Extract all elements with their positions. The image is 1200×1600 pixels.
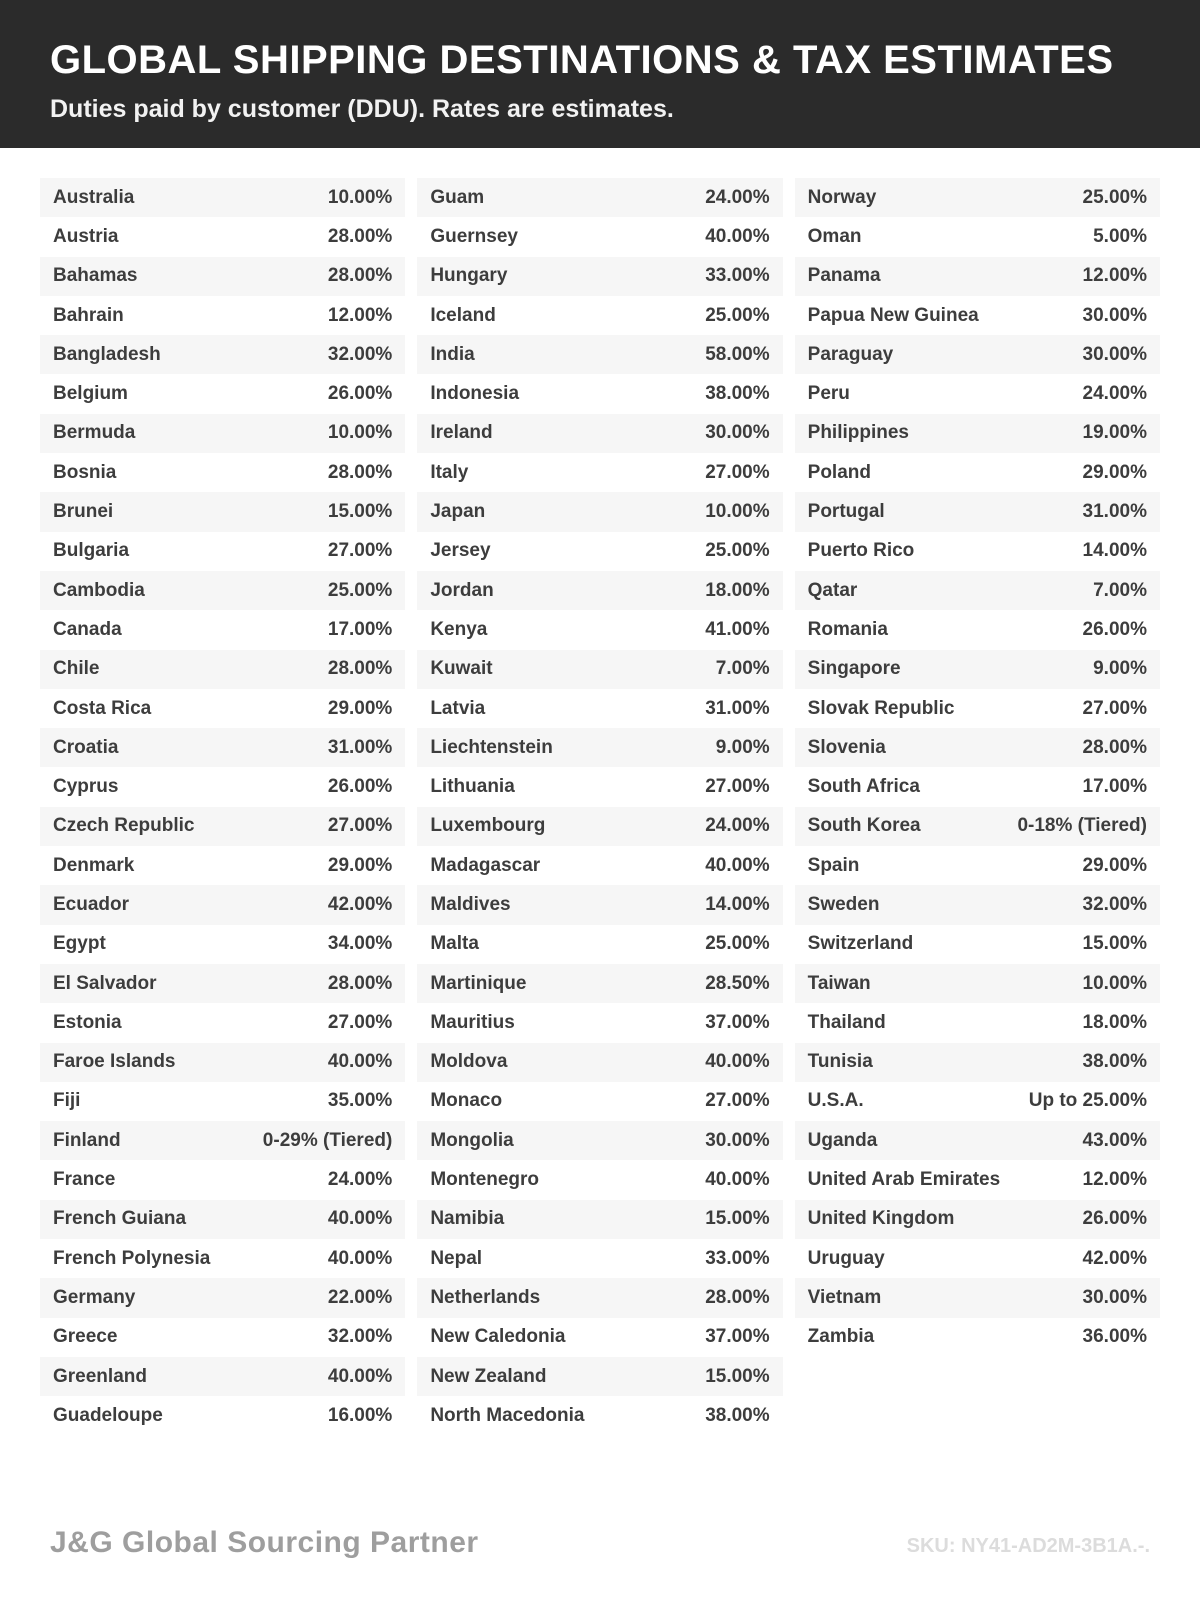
tax-rate: 18.00% [705,579,770,601]
table-row [40,453,405,492]
table-row [40,1357,405,1396]
table-row [417,650,782,689]
table-row [417,296,782,335]
tax-rate: 28.00% [1082,736,1147,758]
country-name: Denmark [53,854,135,876]
country-name: Finland [53,1129,121,1151]
tax-rate: 9.00% [715,736,770,758]
table-row [40,414,405,453]
country-name: Faroe Islands [53,1051,176,1073]
tax-rate: 28.00% [327,225,393,247]
table-row [417,925,782,964]
country-name: Bulgaria [53,540,130,562]
tax-rate: 26.00% [1082,618,1147,640]
country-name: Moldova [430,1051,508,1073]
country-name: Bermuda [53,422,136,444]
country-name: Monaco [430,1090,503,1112]
country-name: Thailand [807,1011,886,1033]
country-name: Cambodia [53,579,145,601]
tax-rate: 0-29% (Tiered) [262,1129,393,1151]
country-name: Zambia [807,1326,875,1348]
table-row [40,374,405,413]
country-name: Panama [807,265,881,287]
country-name: Mongolia [430,1129,514,1151]
table-row [40,532,405,571]
table-row [40,964,405,1003]
table-row [40,335,405,374]
table-row [795,296,1160,335]
country-name: Sweden [807,893,880,915]
tax-rate: 40.00% [327,1208,393,1230]
tax-rate: 27.00% [705,776,770,798]
tax-rate: 31.00% [327,736,393,758]
table-row [795,1239,1160,1278]
tax-rate: 27.00% [327,540,393,562]
country-name: Ireland [430,422,493,444]
tax-rate: 40.00% [705,1169,770,1191]
tax-rate: 24.00% [705,815,770,837]
table-row [417,1121,782,1160]
tax-rate: 58.00% [705,343,770,365]
tax-rate: 18.00% [1082,1011,1147,1033]
table-row [40,1121,405,1160]
table-row [40,571,405,610]
tax-rate: 25.00% [705,304,770,326]
country-name: French Polynesia [53,1247,211,1269]
country-name: Bahamas [53,265,138,287]
table-row [795,453,1160,492]
country-name: U.S.A. [807,1090,864,1112]
country-name: United Kingdom [807,1208,955,1230]
country-name: Oman [807,225,862,247]
tax-rate: 22.00% [327,1286,393,1308]
table-row [417,453,782,492]
country-name: Canada [53,618,122,640]
table-row [40,1278,405,1317]
table-row [40,846,405,885]
tax-rate: 10.00% [327,422,393,444]
brand-name: J&G Global Sourcing Partner [50,1526,479,1559]
tax-rate: 12.00% [1082,265,1147,287]
tax-rate: 40.00% [705,225,770,247]
table-row [417,1200,782,1239]
tax-rate: 0-18% (Tiered) [1017,815,1147,837]
table-row [795,414,1160,453]
country-name: Papua New Guinea [807,304,979,326]
tax-rate: 25.00% [705,540,770,562]
country-name: Romania [807,618,888,640]
table-row [40,257,405,296]
country-name: South Africa [807,776,920,798]
country-name: Guam [430,186,485,208]
table-column-2 [417,178,782,1436]
tax-rate: 15.00% [1082,933,1147,955]
table-row [417,1082,782,1121]
table-row [417,257,782,296]
tax-rate: 40.00% [327,1247,393,1269]
country-name: Iceland [430,304,496,326]
country-name: Mauritius [430,1011,515,1033]
tax-rate: 9.00% [1093,658,1147,680]
country-name: Hungary [430,265,508,287]
table-row [417,1278,782,1317]
tax-rate: 28.00% [327,461,393,483]
table-row [795,650,1160,689]
table-row [417,689,782,728]
tax-rate: 26.00% [327,383,393,405]
tax-rate: 28.00% [327,265,393,287]
table-row [795,689,1160,728]
table-row [795,492,1160,531]
tax-rate: Up to 25.00% [1028,1090,1147,1112]
tax-rate: 28.50% [705,972,770,994]
tax-rate: 26.00% [327,776,393,798]
tax-rate: 37.00% [705,1326,770,1348]
tax-rate: 30.00% [1082,304,1147,326]
tax-rate: 40.00% [705,1051,770,1073]
country-name: Estonia [53,1011,122,1033]
country-name: France [53,1169,116,1191]
country-name: Cyprus [53,776,119,798]
tax-rate: 32.00% [1082,893,1147,915]
tax-rate: 36.00% [1082,1326,1147,1348]
country-name: Latvia [430,697,486,719]
country-name: Greenland [53,1365,147,1387]
country-name: Paraguay [807,343,894,365]
table-row [40,689,405,728]
tax-rate: 29.00% [327,697,393,719]
country-name: Philippines [807,422,910,444]
tax-rate-table [0,148,1200,1436]
country-name: North Macedonia [430,1404,585,1426]
country-name: Bosnia [53,461,117,483]
table-row [417,846,782,885]
table-row [417,1318,782,1357]
country-name: Chile [53,658,100,680]
tax-rate: 10.00% [1082,972,1147,994]
tax-rate: 28.00% [327,658,393,680]
table-row [40,610,405,649]
table-row [795,1082,1160,1121]
tax-rate: 10.00% [705,501,770,523]
country-name: Italy [430,461,469,483]
country-name: Lithuania [430,776,515,798]
country-name: New Zealand [430,1365,547,1387]
country-name: Indonesia [430,383,520,405]
country-name: Slovak Republic [807,697,955,719]
country-name: Vietnam [807,1286,882,1308]
tax-rate: 24.00% [705,186,770,208]
tax-rate: 38.00% [1082,1051,1147,1073]
tax-rate: 29.00% [1082,461,1147,483]
table-row [417,807,782,846]
table-row [417,414,782,453]
country-name: Kenya [430,618,488,640]
country-name: Martinique [430,972,527,994]
country-name: El Salvador [53,972,157,994]
tax-rate: 12.00% [1082,1169,1147,1191]
country-name: Guernsey [430,225,518,247]
table-row [417,1357,782,1396]
tax-rate: 5.00% [1093,225,1147,247]
table-row [795,178,1160,217]
country-name: Bangladesh [53,343,161,365]
table-row [417,335,782,374]
tax-rate: 33.00% [705,1247,770,1269]
tax-rate: 25.00% [327,579,393,601]
table-row [40,1082,405,1121]
country-name: Puerto Rico [807,540,915,562]
table-row [795,217,1160,256]
country-name: Australia [53,186,135,208]
country-name: Austria [53,225,119,247]
tax-rate: 16.00% [327,1404,393,1426]
country-name: Peru [807,383,850,405]
table-row [40,650,405,689]
country-name: Egypt [53,933,106,955]
table-row [417,178,782,217]
table-row [795,885,1160,924]
country-name: Madagascar [430,854,541,876]
country-name: Montenegro [430,1169,540,1191]
country-name: Kuwait [430,658,493,680]
tax-rate: 37.00% [705,1011,770,1033]
country-name: Fiji [53,1090,81,1112]
tax-rate: 43.00% [1082,1129,1147,1151]
tax-rate: 31.00% [1082,501,1147,523]
table-row [40,885,405,924]
country-name: Portugal [807,501,885,523]
country-name: Singapore [807,658,901,680]
country-name: Guadeloupe [53,1404,163,1426]
table-row [40,1396,405,1435]
tax-rate: 19.00% [1082,422,1147,444]
tax-rate: 35.00% [327,1090,393,1112]
table-row [795,767,1160,806]
tax-rate: 40.00% [327,1365,393,1387]
table-row [795,610,1160,649]
table-row [417,492,782,531]
country-name: Uganda [807,1129,878,1151]
tax-rate: 38.00% [705,1404,770,1426]
table-row [40,1160,405,1199]
country-name: Costa Rica [53,697,152,719]
tax-rate: 30.00% [705,422,770,444]
country-name: Spain [807,854,860,876]
country-name: Brunei [53,501,114,523]
tax-rate: 29.00% [327,854,393,876]
tax-rate: 42.00% [327,893,393,915]
country-name: Tunisia [807,1051,873,1073]
tax-rate: 15.00% [705,1208,770,1230]
table-row [795,1043,1160,1082]
tax-rate: 15.00% [327,501,393,523]
tax-rate: 25.00% [1082,186,1147,208]
tax-rate: 26.00% [1082,1208,1147,1230]
table-row [417,728,782,767]
table-row [795,807,1160,846]
tax-rate: 7.00% [1093,579,1147,601]
table-row [795,1278,1160,1317]
table-column-3 [795,178,1160,1436]
country-name: Malta [430,933,479,955]
table-row [417,1160,782,1199]
tax-rate: 31.00% [705,697,770,719]
table-row [417,767,782,806]
table-row [40,1003,405,1042]
country-name: Luxembourg [430,815,546,837]
country-name: Poland [807,461,871,483]
tax-rate: 30.00% [705,1129,770,1151]
tax-rate: 40.00% [705,854,770,876]
table-row [40,767,405,806]
table-row [40,1043,405,1082]
table-row [40,1239,405,1278]
table-row [795,1318,1160,1357]
table-row [795,374,1160,413]
country-name: Norway [807,186,877,208]
table-row [40,492,405,531]
table-row [795,1160,1160,1199]
tax-rate: 42.00% [1082,1247,1147,1269]
tax-rate: 41.00% [705,618,770,640]
tax-rate: 17.00% [327,618,393,640]
tax-rate: 14.00% [1082,540,1147,562]
table-row [40,925,405,964]
country-name: United Arab Emirates [807,1169,1001,1191]
table-row [417,217,782,256]
table-row [795,964,1160,1003]
table-row [795,1003,1160,1042]
table-column-1 [40,178,405,1436]
table-row [417,610,782,649]
tax-rate: 24.00% [1082,383,1147,405]
table-row [417,1043,782,1082]
country-name: Maldives [430,893,511,915]
page-title: GLOBAL SHIPPING DESTINATIONS & TAX ESTIMATES [50,38,1114,82]
table-row [795,335,1160,374]
country-name: Switzerland [807,933,914,955]
country-name: Liechtenstein [430,736,553,758]
country-name: Bahrain [53,304,124,326]
tax-rate: 25.00% [705,933,770,955]
sku-label: SKU: NY41-AD2M-3B1A.-. [906,1535,1150,1557]
country-name: Greece [53,1326,118,1348]
country-name: Slovenia [807,736,886,758]
table-row [40,728,405,767]
table-row [795,728,1160,767]
table-row [795,846,1160,885]
tax-rate: 40.00% [327,1051,393,1073]
tax-rate: 15.00% [705,1365,770,1387]
tax-rate: 17.00% [1082,776,1147,798]
table-row [795,257,1160,296]
footer [0,1526,1200,1560]
table-row [795,571,1160,610]
country-name: Japan [430,501,486,523]
table-row [417,571,782,610]
tax-rate: 29.00% [1082,854,1147,876]
tax-rate: 30.00% [1082,343,1147,365]
country-name: Germany [53,1286,136,1308]
country-name: Croatia [53,736,119,758]
table-row [795,1200,1160,1239]
table-row [40,217,405,256]
table-row [40,1200,405,1239]
table-row [40,1318,405,1357]
tax-rate: 24.00% [327,1169,393,1191]
table-row [40,807,405,846]
tax-rate: 27.00% [327,815,393,837]
country-name: French Guiana [53,1208,187,1230]
tax-rate: 14.00% [705,893,770,915]
table-row [417,1396,782,1435]
country-name: Belgium [53,383,128,405]
country-name: Jordan [430,579,494,601]
header-banner [0,0,1200,148]
tax-rate: 34.00% [327,933,393,955]
table-row [417,532,782,571]
tax-rate: 32.00% [327,1326,393,1348]
page-subtitle: Duties paid by customer (DDU). Rates are estimates. [50,95,674,123]
table-row [40,178,405,217]
tax-rate: 32.00% [327,343,393,365]
tax-rate: 27.00% [327,1011,393,1033]
table-row [417,1239,782,1278]
table-row [417,1003,782,1042]
table-row [795,532,1160,571]
country-name: Taiwan [807,972,871,994]
country-name: Netherlands [430,1286,541,1308]
tax-rate: 27.00% [705,461,770,483]
country-name: India [430,343,475,365]
table-row [417,374,782,413]
country-name: Uruguay [807,1247,885,1269]
tax-rate: 27.00% [1082,697,1147,719]
table-row [417,964,782,1003]
country-name: Ecuador [53,893,130,915]
tax-rate: 28.00% [327,972,393,994]
country-name: South Korea [807,815,921,837]
country-name: Jersey [430,540,491,562]
table-row [40,296,405,335]
table-row [417,885,782,924]
country-name: New Caledonia [430,1326,566,1348]
tax-rate: 27.00% [705,1090,770,1112]
country-name: Namibia [430,1208,505,1230]
tax-rate: 12.00% [327,304,393,326]
table-row [795,1121,1160,1160]
tax-rate: 38.00% [705,383,770,405]
tax-rate: 33.00% [705,265,770,287]
country-name: Czech Republic [53,815,195,837]
tax-rate: 7.00% [715,658,770,680]
country-name: Qatar [807,579,858,601]
tax-rate: 28.00% [705,1286,770,1308]
tax-rate: 10.00% [327,186,393,208]
tax-rate: 30.00% [1082,1286,1147,1308]
country-name: Nepal [430,1247,483,1269]
table-row [795,925,1160,964]
